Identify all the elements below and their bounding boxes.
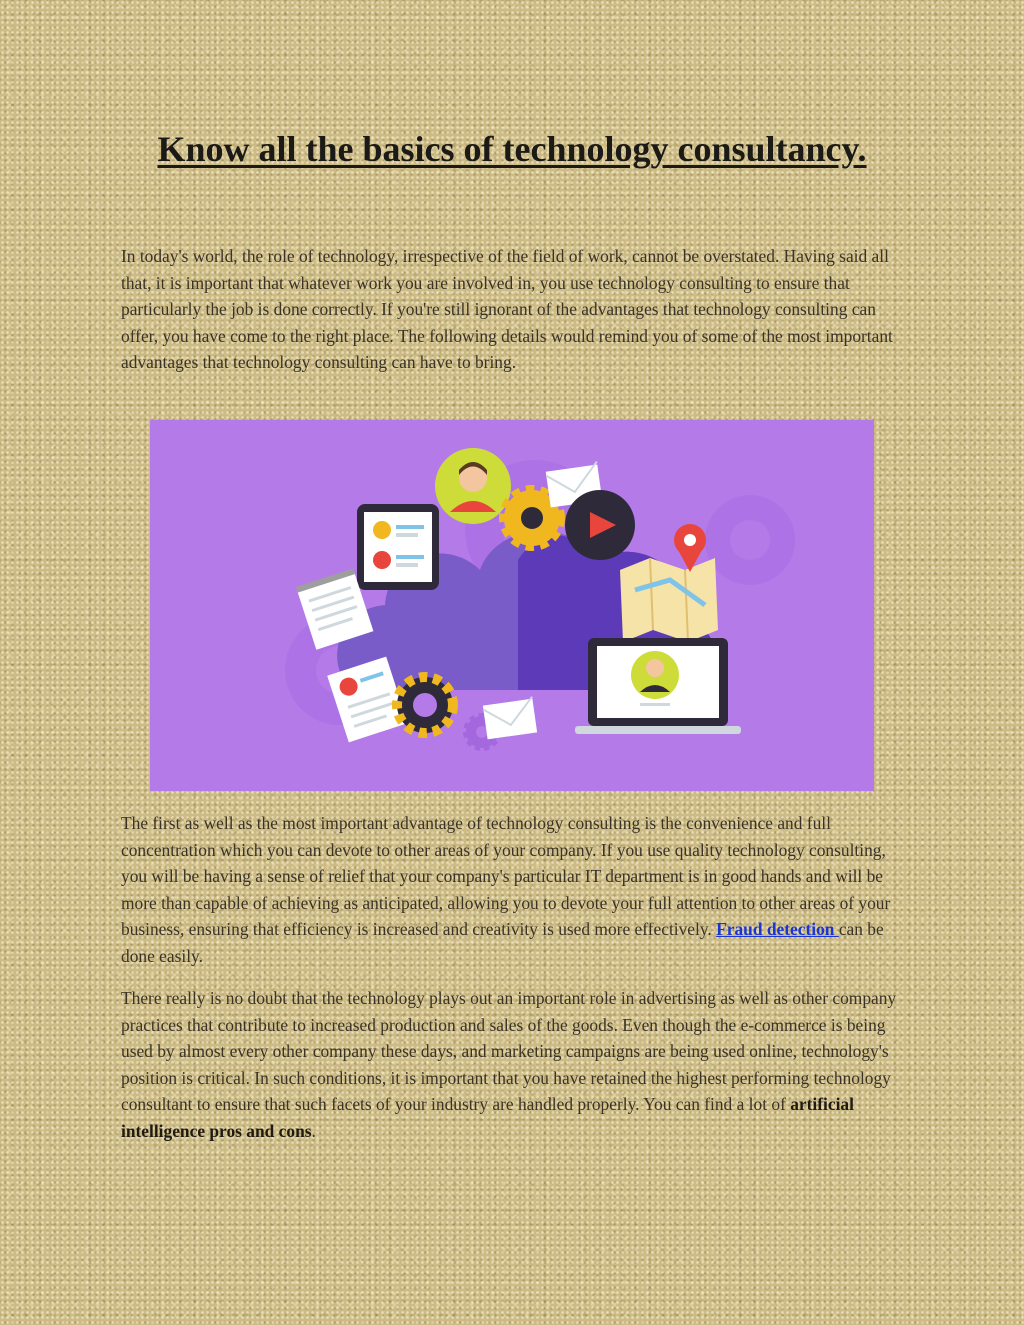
advantage-text: The first as well as the most important advantage of technology consulting is the convenience and full concentration which you can devote to other areas of your company. If you use quality technology consulting, you will be having a sense of relief that your company's particular IT department is in good hands and will be more than capable of achieving as anticipated, allowing you to devote your full attention to other areas of your business, ensuring that efficiency is increased and creativity is used more effectively. bbox=[121, 813, 891, 940]
article-title: Know all the basics of technology consultancy. bbox=[157, 129, 867, 169]
technology-role-paragraph bbox=[121, 985, 911, 1145]
tablet-profile-icon bbox=[357, 504, 439, 590]
bottom-gear-icon bbox=[397, 677, 453, 733]
technology-role-text: There really is no doubt that the technology plays out an important role in advertising as well as other company practices that contribute to increased production and sales of the goods. Even though the e-commerce is being used by almost every other company these days, and marketing campaigns are being used online, technology's position is critical. In such conditions, it is important that you have retained the highest performing technology consultant to ensure that such facets of your industry are handled properly. You can find a lot of bbox=[121, 988, 897, 1115]
laptop-consultant-icon bbox=[575, 638, 741, 734]
user-avatar-icon bbox=[435, 448, 511, 524]
cloud-technology-illustration bbox=[150, 420, 874, 791]
intro-paragraph: In today's world, the role of technology, irrespective of the field of work, cannot be overstated. Having said all that, it is important that whatever work you are involved in, you use technology consulting to ensure that particularly the job is done correctly. If you're still ignorant of the advantages that technology consulting can offer, you have come to the right place. The following details would remind you of some of the most important advantages that technology consulting can have to bring. bbox=[121, 246, 893, 373]
fraud-detection-link[interactable]: Fraud detection bbox=[716, 919, 839, 940]
advantage-text-end: can be done easily. bbox=[121, 919, 884, 966]
ai-pros-cons-emphasis: artificial intelligence pros and cons bbox=[121, 1094, 854, 1141]
technology-role-end: . bbox=[311, 1120, 316, 1141]
play-video-icon bbox=[565, 490, 635, 560]
advantage-paragraph bbox=[121, 810, 911, 970]
